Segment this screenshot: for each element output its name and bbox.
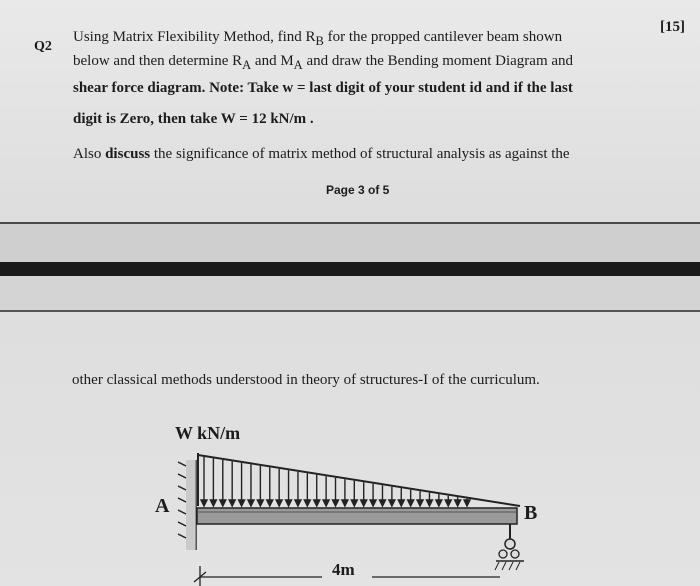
load-arrow-head [445,500,451,506]
beam-diagram [0,312,700,586]
fixed-support-hatch [178,460,196,550]
load-arrow-head [426,500,432,506]
support-b-label: B [524,502,538,524]
load-arrow-head [276,500,282,506]
page-number: Page 3 of 5 [326,183,390,197]
beam [197,508,517,524]
load-arrow-head [295,500,301,506]
load-arrow-head [417,500,423,506]
span-length-label: 4m [332,560,355,579]
load-arrow-head [398,500,404,506]
load-arrow-head [361,500,367,506]
load-label: W kN/m [175,423,241,443]
load-arrow-head [286,500,292,506]
distributed-load-arrows [201,457,470,506]
load-arrow-head [351,500,357,506]
load-arrow-head [248,500,254,506]
load-arrow-head [201,500,207,506]
page-gap [0,224,700,262]
page-gap-lower [0,276,700,310]
load-arrow-head [408,500,414,506]
load-top-line [198,453,520,506]
load-arrow-head [323,500,329,506]
load-arrow-head [257,500,263,506]
load-arrow-head [455,500,461,506]
question-line-1: Using Matrix Flexibility Method, find $R_B$ for the propped cantilever beam shown [73,29,563,48]
continuation-text: other classical methods understood in theory of structures-I of the curriculum. [72,372,540,388]
question-line-2: below and then determine $R_A$ and $M_A$ and draw the Bending moment Diagram and [73,53,574,72]
load-arrow-head [389,500,395,506]
question-line-5: Also discuss the significance of matrix method of structural analysis as against the [73,146,570,162]
page-divider-thick [0,262,700,276]
load-arrow-head [333,500,339,506]
question-line-3: shear force diagram. Note: Take w = last digit of your student id and if the last [73,80,573,96]
load-arrow-head [342,500,348,506]
load-arrow-head [379,500,385,506]
load-arrow-head [304,500,310,506]
load-arrow-head [370,500,376,506]
load-arrow-head [229,500,235,506]
load-arrow-head [314,500,320,506]
question-line-4: digit is Zero, then take W = 12 kN/m . [73,111,314,127]
load-arrow-head [436,500,442,506]
question-number: Q2 [34,39,52,54]
question-marks: [15] [660,19,685,35]
load-arrow-head [267,500,273,506]
load-arrow-head [220,500,226,506]
load-arrow-head [464,500,470,506]
pin-support-b [495,524,524,570]
load-arrow-head [239,500,245,506]
load-arrow-head [210,500,216,506]
support-a-label: A [155,495,170,517]
